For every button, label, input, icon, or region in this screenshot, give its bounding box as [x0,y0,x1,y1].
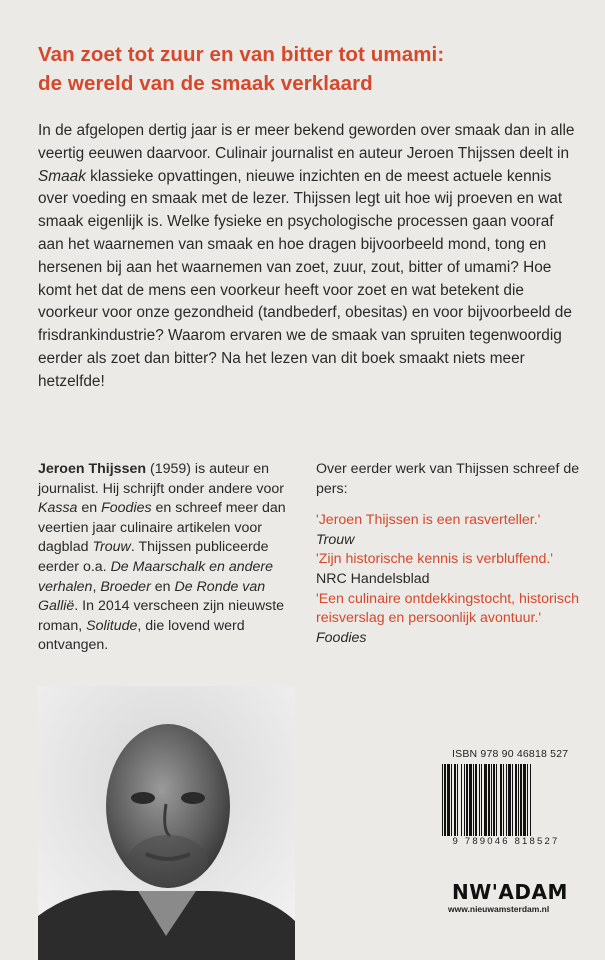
barcode-bar [484,764,487,842]
bio-italic-3: Trouw [92,539,131,556]
bio-italic-5: Broeder [100,578,151,595]
barcode-bar [444,764,446,842]
author-name: Jeroen Thijssen [38,461,147,477]
barcode-bar [466,764,468,842]
barcode-bar [461,764,462,842]
barcode-bar [442,764,443,842]
press-section [316,460,586,648]
barcode-bar [527,764,528,842]
barcode-bar [451,764,452,842]
headline-line-1: Van zoet tot zuur en van bitter tot umami: [38,43,445,66]
barcode-bar [481,764,482,842]
bio-italic-1: Kassa [38,500,78,517]
bio-text-7: . In 2014 verscheen zijn nieuwste roman, [38,598,285,634]
barcode-bar [469,764,472,842]
barcode-bar [488,764,490,842]
barcode-bar [496,764,497,842]
blurb-part-1: In de afgelopen dertig jaar is er meer bekend geworden over smaak dan in alle veertig eeuwen daarvoor. Culinair journalist en auteur Jeroen Thijssen deelt in [38,122,575,162]
press-quote [316,590,586,649]
bio-text-4: . Thijssen publiceerde eerder o.a. [38,539,269,575]
barcode-bar [515,764,517,842]
blurb [38,120,583,394]
press-quote [316,550,586,589]
headline-line-2: de wereld van de smaak verklaard [38,72,373,95]
quote-text: 'Jeroen Thijssen is een rasverteller.' [316,512,541,529]
barcode-bar [464,764,465,842]
isbn-label: ISBN 978 90 46818 527 [452,748,569,760]
barcode-bar [473,764,474,842]
barcode-bar [457,764,458,842]
blurb-part-2: klassieke opvattingen, nieuwe inzichten en de meest actuele kennis over voeding en smaak met de lezer. Thijssen legt uit hoe wij proeven en wat smaak eigenlijk is. Welke fysieke en psychologische processen gaan vooraf aan het waarnemen van smaak en hoe dragen bijvoorbeeld mond, tong en hersenen bij aan het waarnemen van zoet, zuur, zout, bitter of umami? Hoe komt het dat de mens een voorkeur heeft voor zoet en wat betekent die voorkeur voor onze gezondheid (tandbederf, obesitas) en voor bijvoorbeeld de frisdrankindustrie? Waarom ervaren we de smaak van spruiten tegenwoordig eerder als zoet dan bitter? Na het lezen van dit boek smaakt niets meer hetzelfde! [38,167,572,390]
quote-text: 'Zijn historische kennis is verbluffend.' [316,551,553,568]
bio-italic-4: De Maarschalk en andere verhalen [38,558,274,595]
bio-text-1: (1959) is auteur en journalist. Hij schrijft onder andere voor [38,461,285,497]
barcode-bar [530,764,531,842]
author-photo [38,686,295,960]
bio-text-5: , [92,578,101,595]
barcode-bar [479,764,480,842]
blurb-book-title: Smaak [38,167,86,185]
publisher-url: www.nieuwamsterdam.nl [448,904,550,914]
bio-text-6: en [150,578,175,595]
bio-text-2: en [77,500,102,517]
barcode-bar [520,764,522,842]
quote-text: 'Een culinaire ontdekkingstocht, historisch reisverslag en persoonlijk avontuur.' [316,590,579,627]
bio-italic-2: Foodies [101,500,152,517]
publisher-logo: NW'ADAM [452,880,568,904]
barcode-bar [447,764,450,842]
quote-source: Trouw [316,531,355,548]
bio-text-3: en schreef meer dan veertien jaar culinaire artikelen voor dagblad [38,500,286,556]
barcode-digits: 9 789046 818527 [436,836,576,847]
headline [38,40,578,98]
barcode-bar [508,764,511,842]
press-intro: Over eerder werk van Thijssen schreef de pers: [316,461,580,497]
barcode-bar [454,764,456,842]
barcode-bar [491,764,492,842]
barcode-bar [518,764,519,842]
barcode-bar [506,764,507,842]
quote-source: Foodies [316,629,367,646]
barcode-bar [475,764,477,842]
barcode-bar [500,764,502,842]
barcode-bar [512,764,513,842]
barcode [442,764,570,842]
barcode-bar [523,764,526,842]
quote-source: NRC Handelsblad [316,570,430,587]
bio-italic-7: Solitude [86,617,138,634]
author-bio [38,460,300,656]
author-portrait-image [38,686,295,960]
barcode-bar [493,764,495,842]
barcode-bar [503,764,504,842]
press-quote [316,511,586,550]
bio-italic-6: De Ronde van Gallië [38,578,266,615]
bio-text-8: , die lovend werd ontvangen. [38,617,245,654]
